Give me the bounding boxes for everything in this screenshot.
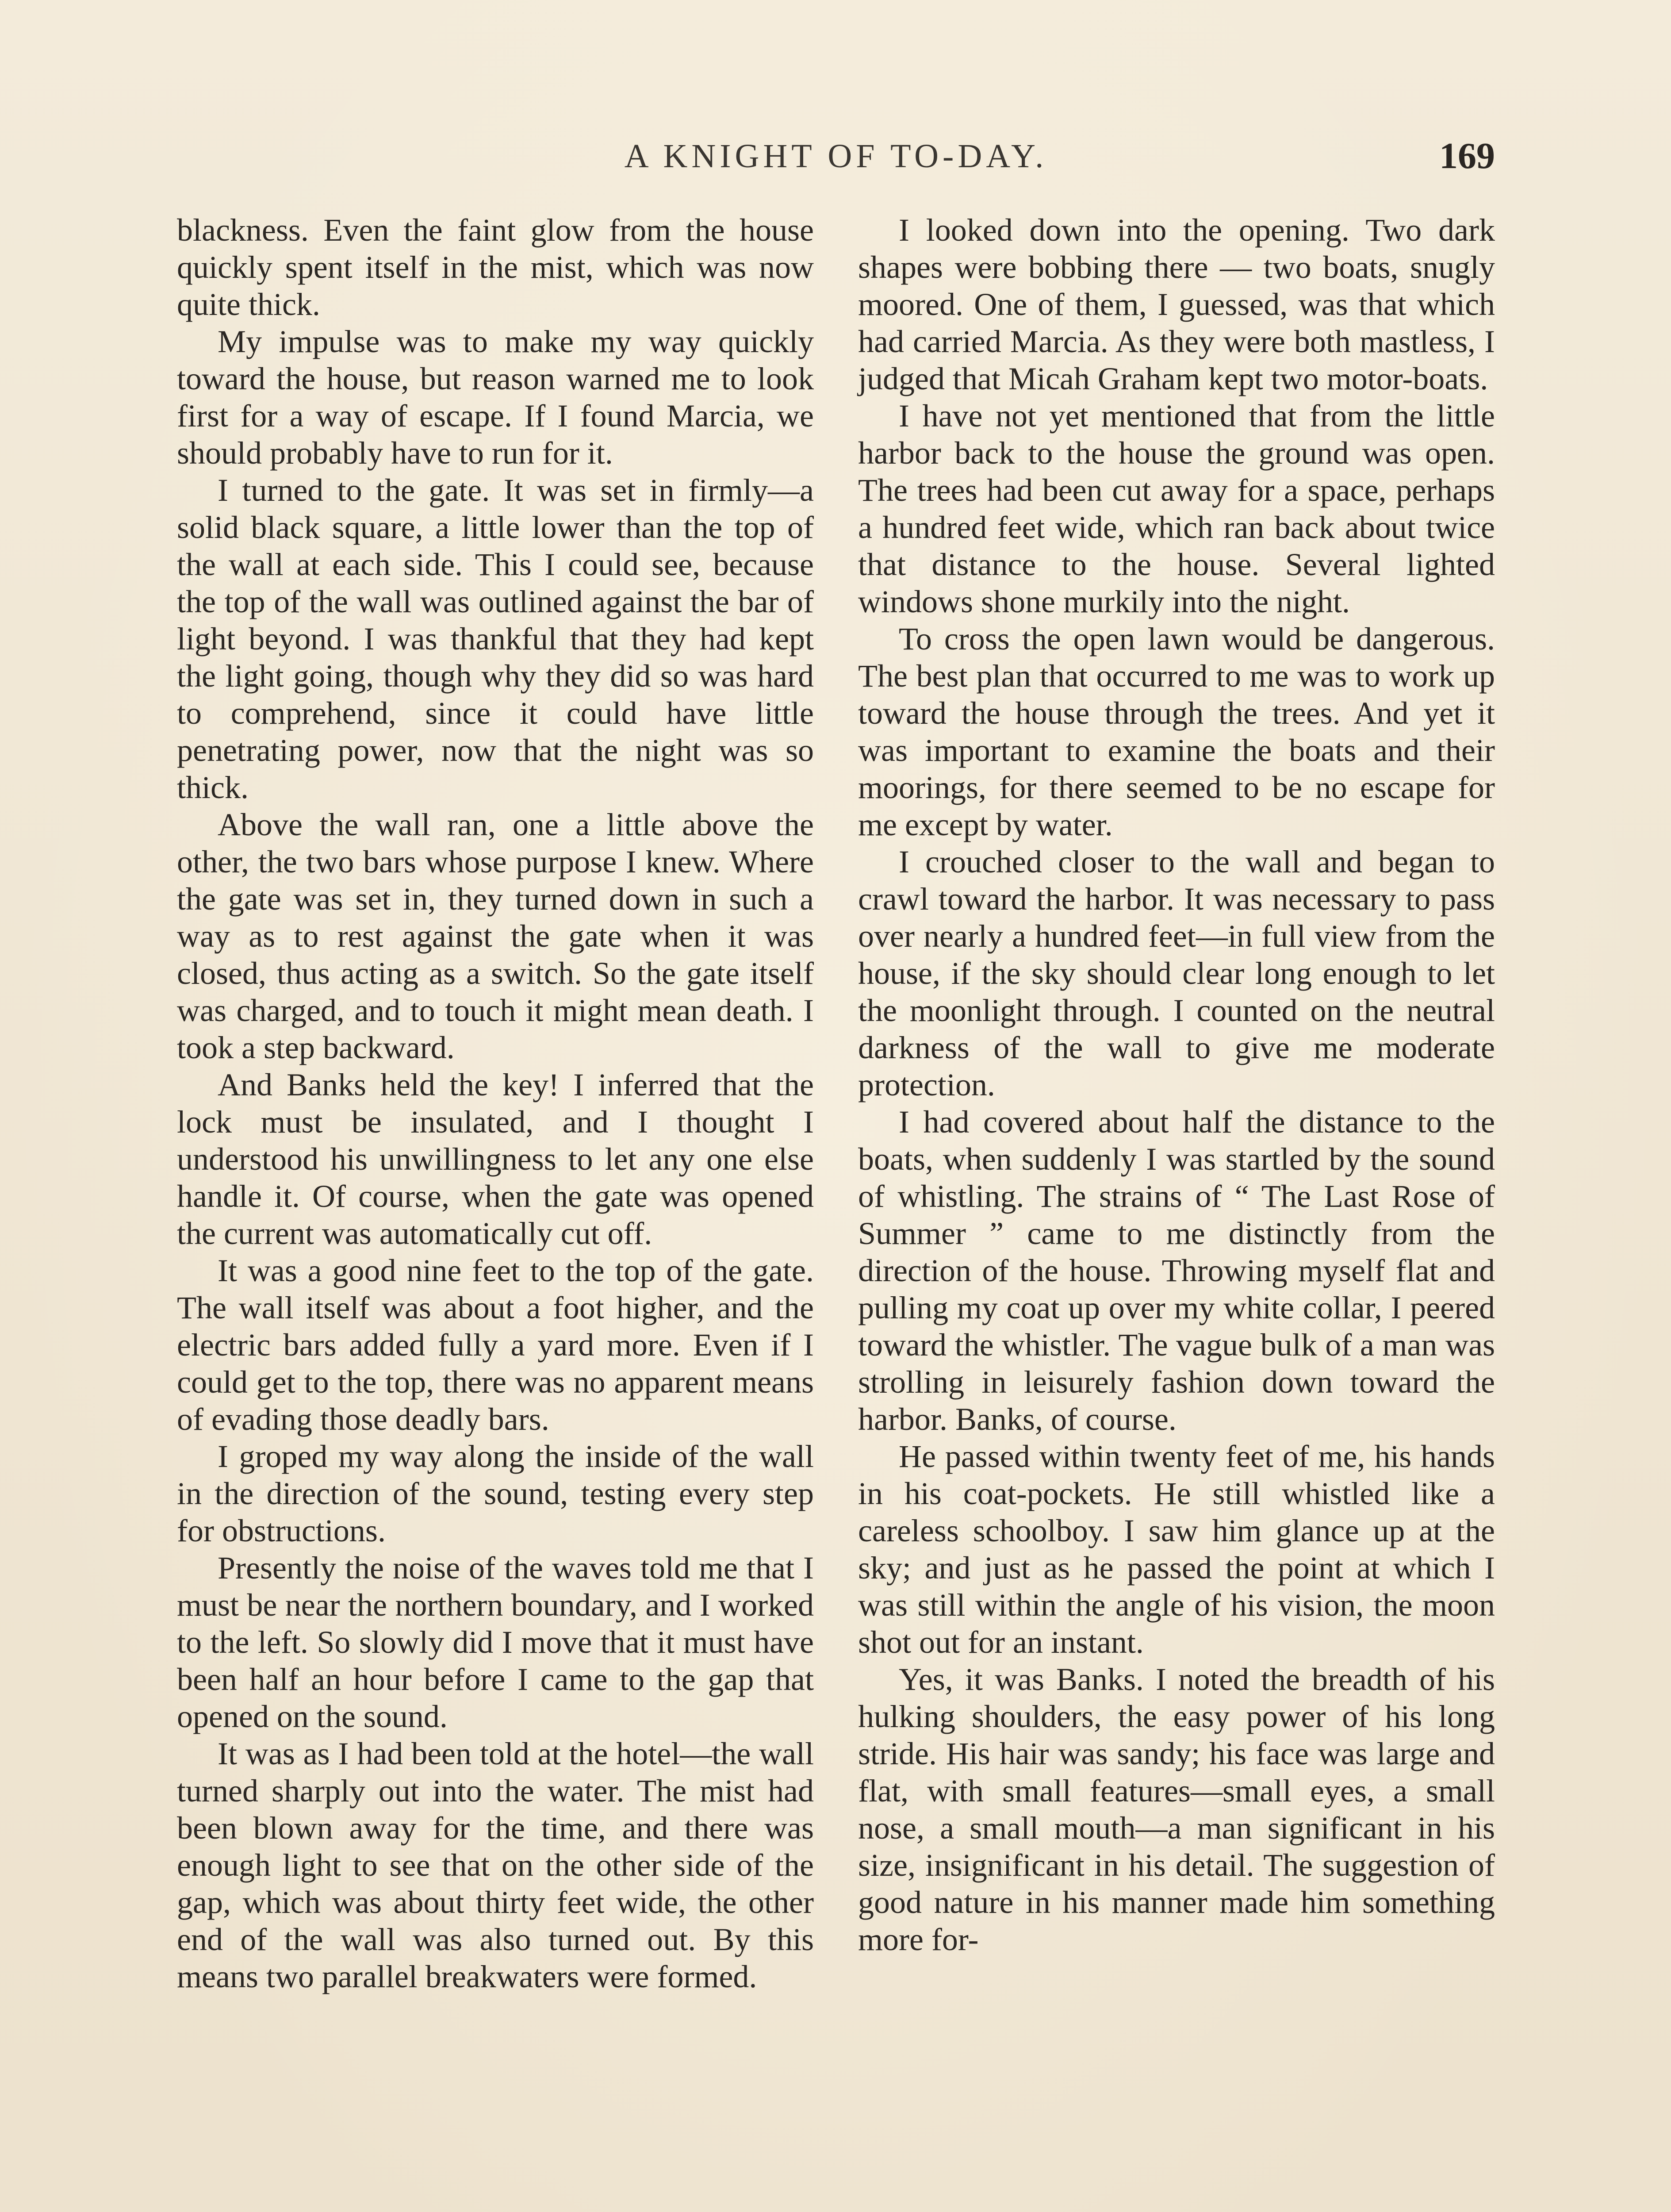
right-column xyxy=(858,211,1495,1958)
paragraph: I looked down into the opening. Two dark shapes were bobbing there — two boats, snugly moored. One of them, I guessed, was that which had carried Marcia. As they were both mastless, I judged that Micah Graham kept two motor-boats. xyxy=(858,212,1495,396)
paragraph: To cross the open lawn would be dangerous. The best plan that occurred to me was to work up toward the house through the trees. And yet it was important to examine the boats and their moorings, for there seemed to be no escape for me except by water. xyxy=(858,621,1495,842)
paragraph: Presently the noise of the waves told me that I must be near the northern boundary, and I worked to the left. So slowly did I move that it must have been half an hour before I came to the gap that opened on the sound. xyxy=(177,1550,814,1734)
running-head xyxy=(177,128,1495,195)
paragraph: blackness. Even the faint glow from the house quickly spent itself in the mist, which was now quite thick. xyxy=(177,212,814,322)
paragraph: I had covered about half the distance to the boats, when suddenly I was startled by the sound of whistling. The strains of “ The Last Rose of Summer ” came to me distinctly from the direction of the house. Throwing myself flat and pulling my coat up over my white collar, I peered toward the whistler. The vague bulk of a man was strolling in leisurely fashion down toward the harbor. Banks, of course. xyxy=(858,1104,1495,1437)
paragraph: Above the wall ran, one a little above the other, the two bars whose purpose I knew. Where the gate was set in, they turned down in such a way as to rest against the gate when it was closed, thus acting as a switch. So the gate itself was charged, and to touch it might mean death. I took a step backward. xyxy=(177,807,814,1065)
paragraph: I groped my way along the inside of the wall in the direction of the sound, testing every step for obstructions. xyxy=(177,1439,814,1548)
page-number: 169 xyxy=(1439,135,1495,177)
text-columns xyxy=(177,211,1495,2212)
paragraph: It was a good nine feet to the top of the gate. The wall itself was about a foot higher, and the electric bars added fully a yard more. Even if I could get to the top, there was no apparent means of evading those deadly bars. xyxy=(177,1253,814,1437)
paragraph: It was as I had been told at the hotel—the wall turned sharply out into the water. The mist had been blown away for the time, and there was enough light to see that on the other side of the gap, which was about thirty feet wide, the other end of the wall was also turned out. By this means two parallel breakwaters were formed. xyxy=(177,1736,814,1994)
paragraph: I crouched closer to the wall and began to crawl toward the harbor. It was necessary to pass over nearly a hundred feet—in full view from the house, if the sky should clear long enough to let the moonlight through. I counted on the neutral darkness of the wall to give me moderate protection. xyxy=(858,844,1495,1102)
paragraph: My impulse was to make my way quickly toward the house, but reason warned me to look first for a way of escape. If I found Marcia, we should probably have to run for it. xyxy=(177,324,814,471)
paragraph: Yes, it was Banks. I noted the breadth of his hulking shoulders, the easy power of his long stride. His hair was sandy; his face was large and flat, with small features—small eyes, a small nose, a small mouth—a man significant in his size, insignificant in his detail. The suggestion of good nature in his manner made him something more for- xyxy=(858,1662,1495,1957)
paragraph: I turned to the gate. It was set in firmly—a solid black square, a little lower than the top of the wall at each side. This I could see, because the top of the wall was outlined against the bar of light beyond. I was thankful that they had kept the light going, though why they did so was hard to comprehend, since it could have little penetrating power, now that the night was so thick. xyxy=(177,472,814,805)
running-title: A KNIGHT OF TO-DAY. xyxy=(624,138,1048,175)
left-column xyxy=(177,211,814,1995)
paragraph: And Banks held the key! I inferred that the lock must be insulated, and I thought I understood his unwillingness to let any one else handle it. Of course, when the gate was opened the current was automatically cut off. xyxy=(177,1067,814,1251)
paragraph: He passed within twenty feet of me, his hands in his coat-pockets. He still whistled like a careless schoolboy. I saw him glance up at the sky; and just as he passed the point at which I was still within the angle of his vision, the moon shot out for an instant. xyxy=(858,1439,1495,1660)
paragraph: I have not yet mentioned that from the little harbor back to the house the ground was open. The trees had been cut away for a space, perhaps a hundred feet wide, which ran back about twice that distance to the house. Several lighted windows shone murkily into the night. xyxy=(858,398,1495,619)
